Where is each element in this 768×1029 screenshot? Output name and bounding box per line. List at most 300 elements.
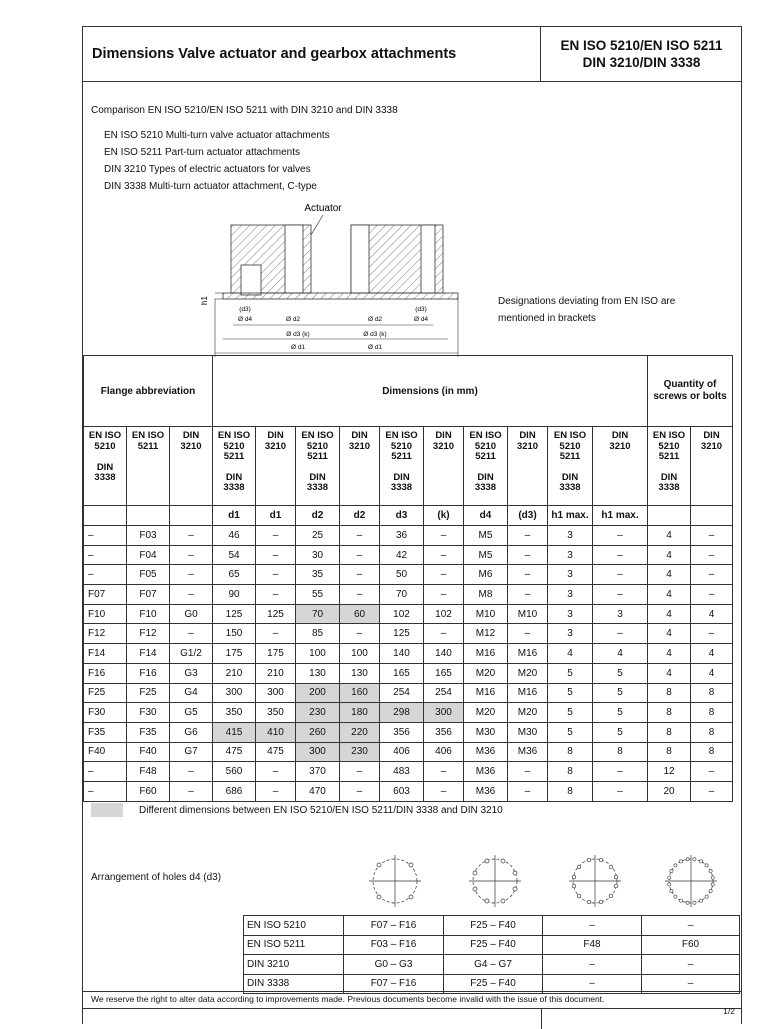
dimension-symbol: d1 — [213, 506, 256, 526]
dimension-symbol — [648, 506, 691, 526]
table-cell: 8 — [548, 762, 593, 782]
column-header-line: EN ISO — [301, 430, 334, 441]
table-cell: M5 — [464, 545, 508, 565]
column-header — [464, 427, 508, 506]
table-cell: F05 — [127, 565, 170, 585]
table-cell: G7 — [170, 742, 213, 762]
dimension-symbol: (k) — [424, 506, 464, 526]
table-cell: 125 — [380, 624, 424, 644]
column-header-line — [84, 452, 126, 463]
column-header-line: 3210 — [348, 440, 371, 452]
table-cell: F16 — [84, 663, 127, 683]
arrangement-cell: F25 – F40 — [444, 916, 543, 936]
table-cell: F12 — [84, 624, 127, 644]
column-header-line: DIN — [519, 430, 536, 441]
table-cell: M16 — [464, 683, 508, 703]
flange-diagram — [193, 197, 473, 362]
table-cell: 8 — [648, 722, 691, 742]
table-cell: 210 — [256, 663, 296, 683]
standards-list-item: DIN 3210 Types of electric actuators for valves — [104, 164, 311, 175]
column-header — [170, 427, 213, 506]
bolt-hole — [674, 864, 677, 867]
actuator-label: Actuator — [304, 203, 342, 214]
column-header-line: EN ISO — [553, 430, 587, 441]
standards-list-item: EN ISO 5210 Multi-turn valve actuator attachments — [104, 130, 330, 141]
table-cell: – — [170, 565, 213, 585]
arrangement-cell: DIN 3338 — [244, 974, 344, 994]
column-header-line: DIN — [611, 430, 629, 441]
table-cell: – — [508, 781, 548, 801]
table-cell: – — [424, 585, 464, 605]
table-cell: 356 — [424, 722, 464, 742]
table-cell: 3 — [548, 565, 593, 585]
table-cell: – — [256, 624, 296, 644]
table-cell: 4 — [648, 644, 691, 664]
table-cell: 4 — [648, 585, 691, 605]
table-cell: – — [508, 762, 548, 782]
column-header-line: 5210 — [223, 440, 245, 452]
table-cell: 102 — [380, 604, 424, 624]
column-header-line: DIN — [96, 461, 114, 473]
footer-bar — [83, 1008, 742, 1029]
dimension-symbol — [84, 506, 127, 526]
table-cell: – — [593, 585, 648, 605]
table-cell: F07 — [127, 585, 170, 605]
column-header-line: DIN — [477, 471, 494, 483]
bolt-hole — [679, 860, 682, 863]
table-cell: 4 — [593, 644, 648, 664]
column-header-line: 3210 — [432, 440, 455, 452]
d3k-left-label: Ø d3 (k) — [286, 331, 310, 338]
table-cell: G0 — [170, 604, 213, 624]
table-cell: 254 — [424, 683, 464, 703]
designations-note: Designations deviating from EN ISO are mentioned in brackets — [498, 296, 676, 324]
table-cell: 50 — [380, 565, 424, 585]
table-row — [84, 545, 733, 565]
table-cell: – — [84, 781, 127, 801]
column-header-line: EN ISO — [88, 430, 122, 441]
standards-line-2: DIN 3210/DIN 3338 — [582, 55, 701, 70]
column-header-line: 5211 — [307, 451, 328, 462]
table-cell: 406 — [380, 742, 424, 762]
table-cell: – — [593, 545, 648, 565]
arrangement-cell: – — [543, 955, 642, 975]
column-header-line: 5211 — [658, 451, 680, 462]
column-header-line: 5211 — [475, 451, 496, 462]
table-cell: F16 — [127, 663, 170, 683]
table-cell: M6 — [464, 565, 508, 585]
table-cell: 35 — [296, 565, 340, 585]
table-cell: M12 — [464, 624, 508, 644]
bolt-hole — [670, 889, 673, 892]
table-cell: 12 — [648, 762, 691, 782]
column-header-line: EN ISO — [217, 430, 251, 441]
table-cell: – — [424, 624, 464, 644]
table-cell: – — [256, 526, 296, 546]
table-row — [84, 703, 733, 723]
table-row — [84, 762, 733, 782]
table-cell: 4 — [648, 565, 691, 585]
table-cell: – — [170, 545, 213, 565]
d3-paren-left: (d3) — [239, 306, 251, 313]
arrangement-row — [244, 916, 740, 936]
table-cell: F12 — [127, 624, 170, 644]
table-cell: 125 — [213, 604, 256, 624]
arrangement-table — [243, 915, 740, 994]
table-cell: 3 — [548, 545, 593, 565]
table-row — [84, 604, 733, 624]
table-cell: 370 — [296, 762, 340, 782]
bolt-hole — [709, 889, 712, 892]
table-cell: F04 — [127, 545, 170, 565]
column-header-line: 5210 — [306, 440, 329, 452]
bolt-hole — [674, 895, 677, 898]
table-cell: – — [84, 526, 127, 546]
table-cell: 5 — [548, 722, 593, 742]
table-cell: 85 — [296, 624, 340, 644]
dimension-symbol: d1 — [256, 506, 296, 526]
table-cell: F40 — [84, 742, 127, 762]
disclaimer: We reserve the right to alter data according to improvements made. Previous documents become invalid with the issue of this document. — [83, 991, 742, 1006]
column-header-line: DIN — [182, 430, 200, 441]
arrangement-cell: – — [642, 974, 740, 994]
table-cell: – — [593, 624, 648, 644]
arrangement-cell: – — [543, 974, 642, 994]
dimension-symbol: d2 — [340, 506, 380, 526]
column-header — [548, 427, 593, 506]
standards-cell — [541, 27, 742, 82]
table-cell: 483 — [380, 762, 424, 782]
column-header-line: 3210 — [516, 440, 539, 452]
table-cell: 298 — [380, 703, 424, 723]
arrangement-cell: EN ISO 5211 — [244, 935, 344, 955]
table-cell: – — [593, 526, 648, 546]
table-cell: 603 — [380, 781, 424, 801]
column-header-line: DIN — [309, 471, 326, 483]
table-cell: G5 — [170, 703, 213, 723]
table-cell: 300 — [296, 742, 340, 762]
table-cell: – — [691, 585, 733, 605]
table-cell: – — [170, 585, 213, 605]
table-cell: – — [84, 545, 127, 565]
table-cell: 5 — [548, 663, 593, 683]
table-cell: M36 — [464, 742, 508, 762]
bolt-hole — [709, 869, 712, 872]
table-cell: M36 — [464, 762, 508, 782]
column-header — [213, 427, 256, 506]
column-header-line: 5210 — [390, 440, 413, 452]
table-cell: M16 — [508, 644, 548, 664]
table-cell: 260 — [296, 722, 340, 742]
title-cell — [83, 27, 541, 82]
table-cell: – — [424, 781, 464, 801]
table-cell: 70 — [296, 604, 340, 624]
table-cell: M30 — [508, 722, 548, 742]
table-cell: 8 — [648, 683, 691, 703]
column-header — [84, 427, 127, 506]
table-cell: – — [170, 762, 213, 782]
table-cell: F14 — [84, 644, 127, 664]
table-cell: 46 — [213, 526, 256, 546]
table-row — [84, 722, 733, 742]
arrangement-cell: F25 – F40 — [444, 974, 543, 994]
table-cell: – — [256, 585, 296, 605]
dimensions-table — [83, 355, 733, 802]
column-header-line: 5211 — [223, 451, 245, 462]
table-cell: 300 — [256, 683, 296, 703]
table-cell: – — [424, 526, 464, 546]
bolt-hole — [699, 860, 702, 863]
arrangement-row — [244, 935, 740, 955]
table-cell: 8 — [691, 722, 733, 742]
table-cell: 356 — [380, 722, 424, 742]
standards-list — [104, 127, 330, 195]
table-cell: 410 — [256, 722, 296, 742]
table-cell: M36 — [464, 781, 508, 801]
table-cell: – — [691, 565, 733, 585]
table-cell: 140 — [380, 644, 424, 664]
bolt-hole — [699, 899, 702, 902]
table-cell: 36 — [380, 526, 424, 546]
d2-left-label: Ø d2 — [285, 316, 301, 323]
table-cell: F35 — [84, 722, 127, 742]
column-header-line: 3338 — [559, 482, 581, 493]
column-header-line: EN ISO — [652, 430, 686, 441]
table-cell: – — [84, 565, 127, 585]
column-header-line: DIN — [267, 430, 284, 441]
column-header — [424, 427, 464, 506]
column-header-line: 5211 — [391, 451, 412, 462]
table-cell: M5 — [464, 526, 508, 546]
table-cell: F10 — [84, 604, 127, 624]
table-cell: 5 — [593, 683, 648, 703]
dimensions-header: Dimensions (in mm) — [213, 356, 648, 427]
dimension-symbol: d3 — [380, 506, 424, 526]
column-header — [508, 427, 548, 506]
column-header-line: 3338 — [658, 482, 680, 493]
table-cell: 300 — [213, 683, 256, 703]
table-cell: 180 — [340, 703, 380, 723]
table-cell: 350 — [256, 703, 296, 723]
table-cell: F30 — [84, 703, 127, 723]
column-header-line: DIN — [225, 471, 243, 483]
table-cell: – — [170, 624, 213, 644]
column-header — [127, 427, 170, 506]
table-cell: M20 — [508, 703, 548, 723]
page-title: Dimensions Valve actuator and gearbox attachments — [92, 46, 457, 62]
table-cell: 4 — [648, 624, 691, 644]
table-cell: 4 — [648, 604, 691, 624]
table-cell: 4 — [691, 663, 733, 683]
table-cell: G1/2 — [170, 644, 213, 664]
table-cell: F60 — [127, 781, 170, 801]
table-cell: M20 — [464, 703, 508, 723]
table-cell: 65 — [213, 565, 256, 585]
column-header-line: DIN — [703, 430, 720, 441]
standards-list-item: DIN 3338 Multi-turn actuator attachment, C-type — [104, 181, 317, 192]
table-cell: M8 — [464, 585, 508, 605]
table-cell: M10 — [464, 604, 508, 624]
table-cell: – — [508, 585, 548, 605]
bolt-hole — [711, 876, 714, 879]
table-cell: F25 — [127, 683, 170, 703]
table-cell: M10 — [508, 604, 548, 624]
table-cell: F14 — [127, 644, 170, 664]
table-cell: 5 — [593, 663, 648, 683]
table-cell: 254 — [380, 683, 424, 703]
table-cell: 200 — [296, 683, 340, 703]
table-cell: 70 — [380, 585, 424, 605]
table-cell: 60 — [340, 604, 380, 624]
bolt-hole — [679, 899, 682, 902]
table-cell: 150 — [213, 624, 256, 644]
bolt-hole — [686, 858, 689, 861]
table-cell: 165 — [380, 663, 424, 683]
table-cell: F25 — [84, 683, 127, 703]
dimension-symbol: (d3) — [508, 506, 548, 526]
table-cell: 4 — [648, 545, 691, 565]
bolt-hole — [668, 876, 671, 879]
bolt-hole — [670, 869, 673, 872]
table-cell: – — [593, 762, 648, 782]
column-header-line: 3338 — [94, 472, 116, 483]
table-cell: – — [508, 526, 548, 546]
hole-pattern-12-icon — [565, 853, 625, 913]
arrangement-cell: F07 – F16 — [344, 916, 444, 936]
column-header-line: EN ISO — [469, 430, 502, 441]
table-row — [84, 781, 733, 801]
table-cell: 100 — [296, 644, 340, 664]
table-cell: 475 — [213, 742, 256, 762]
column-header-line: 5211 — [137, 440, 159, 452]
table-row — [84, 565, 733, 585]
table-cell: 3 — [593, 604, 648, 624]
column-header — [593, 427, 648, 506]
table-cell: – — [691, 624, 733, 644]
d3-paren-right: (d3) — [415, 306, 427, 313]
table-cell: 5 — [548, 703, 593, 723]
arrangement-cell: EN ISO 5210 — [244, 916, 344, 936]
table-cell: 125 — [256, 604, 296, 624]
table-cell: – — [256, 762, 296, 782]
table-cell: M36 — [508, 742, 548, 762]
table-cell: 5 — [548, 683, 593, 703]
table-cell: M16 — [508, 683, 548, 703]
column-header-line: DIN — [393, 471, 410, 483]
d1-right-label: Ø d1 — [367, 344, 383, 351]
table-cell: M16 — [464, 644, 508, 664]
table-cell: 350 — [213, 703, 256, 723]
table-cell: – — [256, 545, 296, 565]
table-cell: F30 — [127, 703, 170, 723]
arrangement-cell: – — [642, 916, 740, 936]
table-cell: – — [691, 545, 733, 565]
table-cell: 230 — [340, 742, 380, 762]
table-cell: 686 — [213, 781, 256, 801]
table-cell: 475 — [256, 742, 296, 762]
table-cell: – — [84, 762, 127, 782]
table-cell: 5 — [593, 703, 648, 723]
d1-left-label: Ø d1 — [290, 344, 306, 351]
table-cell: 175 — [256, 644, 296, 664]
column-header-line: 5210 — [94, 440, 116, 452]
d2-right-label: Ø d2 — [367, 316, 383, 323]
table-cell: 4 — [648, 663, 691, 683]
table-cell: – — [170, 526, 213, 546]
d4-left-label: Ø d4 — [237, 316, 253, 323]
column-header-line: 3210 — [264, 440, 287, 452]
column-header-line: 3338 — [223, 482, 245, 493]
table-cell: – — [340, 624, 380, 644]
table-row — [84, 742, 733, 762]
table-row — [84, 663, 733, 683]
column-header-line: EN ISO — [385, 430, 418, 441]
table-cell: 470 — [296, 781, 340, 801]
legend — [91, 803, 503, 817]
column-header-line: 5211 — [559, 451, 581, 462]
table-cell: – — [256, 781, 296, 801]
table-cell: G4 — [170, 683, 213, 703]
table-cell: F07 — [84, 585, 127, 605]
column-header-line: DIN — [351, 430, 368, 441]
table-cell: – — [691, 762, 733, 782]
dimension-symbol: h1 max. — [548, 506, 593, 526]
table-cell: 3 — [548, 585, 593, 605]
table-row — [84, 526, 733, 546]
table-cell: 4 — [648, 526, 691, 546]
arrangement-cell: DIN 3210 — [244, 955, 344, 975]
table-cell: 54 — [213, 545, 256, 565]
flange-abbreviation-header: Flange abbreviation — [84, 356, 213, 427]
table-cell: 4 — [548, 644, 593, 664]
h1-label: h1 — [200, 296, 209, 305]
table-cell: 25 — [296, 526, 340, 546]
arrangement-cell: F07 – F16 — [344, 974, 444, 994]
table-cell: 3 — [548, 624, 593, 644]
table-cell: – — [170, 781, 213, 801]
arrangement-cell: – — [543, 916, 642, 936]
bolt-hole — [693, 901, 696, 904]
table-cell: 3 — [548, 526, 593, 546]
table-cell: – — [340, 781, 380, 801]
hole-pattern-20-icon — [661, 853, 721, 913]
table-cell: – — [340, 545, 380, 565]
column-header-line: 5210 — [559, 440, 581, 452]
table-cell: F40 — [127, 742, 170, 762]
legend-text: Different dimensions between EN ISO 5210/EN ISO 5211/DIN 3338 and DIN 3210 — [139, 804, 503, 816]
quantity-header: Quantity of screws or bolts — [648, 356, 733, 427]
dimension-symbol: d2 — [296, 506, 340, 526]
table-cell: 55 — [296, 585, 340, 605]
arrangement-cell: F03 – F16 — [344, 935, 444, 955]
table-cell: – — [691, 781, 733, 801]
column-header-line: 5210 — [474, 440, 497, 452]
table-cell: – — [424, 762, 464, 782]
table-cell: 20 — [648, 781, 691, 801]
table-cell: – — [593, 781, 648, 801]
table-cell: 4 — [691, 604, 733, 624]
table-cell: M20 — [508, 663, 548, 683]
column-header-line: 3210 — [700, 440, 723, 452]
column-header-line: EN ISO — [131, 430, 165, 441]
table-cell: 130 — [296, 663, 340, 683]
table-cell: F03 — [127, 526, 170, 546]
table-cell: – — [691, 526, 733, 546]
column-header — [648, 427, 691, 506]
arrangement-cell: F60 — [642, 935, 740, 955]
table-cell: – — [340, 526, 380, 546]
table-cell: 90 — [213, 585, 256, 605]
